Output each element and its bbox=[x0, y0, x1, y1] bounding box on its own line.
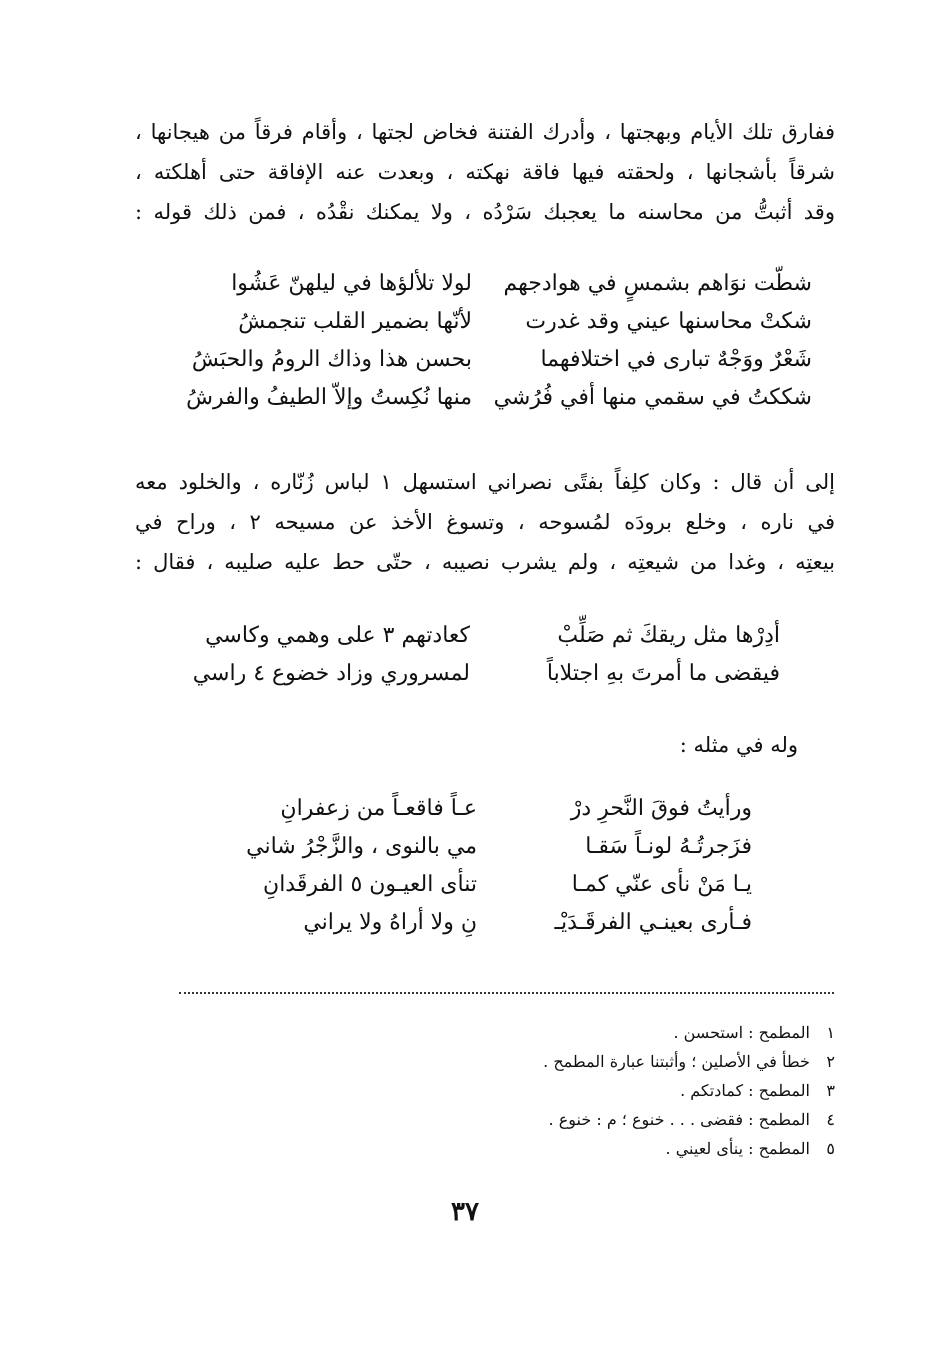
footnote-divider bbox=[179, 992, 834, 994]
verse-hemistich-second: لأنّها بضمير القلب تنجمشُ bbox=[238, 309, 472, 334]
footnote bbox=[275, 1047, 835, 1076]
poem-1 bbox=[152, 265, 812, 417]
paragraph-1 bbox=[135, 112, 835, 232]
footnote-text: المطمح : ينأى لعيني . bbox=[665, 1139, 810, 1158]
prose-line: بيعتِه ، وغدا من شيعتِه ، ولم يشرب نصيبه ، حتّى حط عليه صليبه ، فقال : bbox=[135, 550, 835, 574]
verse-hemistich-first: يـا مَنْ نأى عنّي كمـا bbox=[571, 872, 752, 897]
verse-hemistich-first: فـأرى بعينـي الفرقَـدَيْـ bbox=[554, 910, 752, 935]
verse-line bbox=[192, 904, 752, 942]
verse-line bbox=[192, 866, 752, 904]
prose-line: وقد أثبتُّ من محاسنه ما يعجبك سَرْدُه ، ولا يمكنك نقْدُه ، فمن ذلك قوله : bbox=[135, 200, 835, 224]
verse-line bbox=[152, 379, 812, 417]
verse-hemistich-second: لمسروري وزاد خضوع ٤ راسي bbox=[192, 661, 470, 686]
verse-line bbox=[180, 655, 780, 693]
verse-hemistich-second: لولا تلألؤها في ليلهنّ عَشُوا bbox=[231, 271, 472, 296]
verse-hemistich-first: ورأيتُ فوقَ النَّحرِ درْ bbox=[570, 796, 752, 821]
verse-hemistich-first: شطّت نوَاهم بشمسٍ في هوادجهم bbox=[503, 271, 812, 296]
verse-line bbox=[152, 341, 812, 379]
verse-line bbox=[152, 303, 812, 341]
verse-line bbox=[192, 828, 752, 866]
prose-line: في ناره ، وخلع برودَه لمُسوحه ، وتسوغ الأخذ عن مسيحه ٢ ، وراح في bbox=[135, 510, 835, 534]
poem-3 bbox=[192, 790, 752, 942]
verse-hemistich-first: أدِرْها مثل ريقكَ ثم صَلِّبْ bbox=[557, 623, 780, 648]
verse-hemistich-first: فيقضى ما أمرتَ بهِ اجتلاباً bbox=[546, 661, 780, 686]
poem-2 bbox=[180, 617, 780, 693]
footnote bbox=[275, 1076, 835, 1105]
footnote-number: ٣ bbox=[826, 1081, 835, 1100]
paragraph-2 bbox=[135, 462, 835, 582]
footnote-text: المطمح : فقضى . . . خنوع ؛ م : خنوع . bbox=[548, 1110, 810, 1129]
verse-hemistich-second: كعادتهم ٣ على وهمي وكاسي bbox=[205, 623, 470, 648]
verse-hemistich-second: نِ ولا أراهُ ولا يراني bbox=[303, 910, 477, 935]
footnote-number: ٢ bbox=[826, 1052, 835, 1071]
footnote-text: المطمح : استحسن . bbox=[673, 1023, 810, 1042]
footnote-number: ٤ bbox=[826, 1110, 835, 1129]
footnote bbox=[275, 1134, 835, 1163]
verse-hemistich-second: مي بالنوى ، والزَّجْرُ شاني bbox=[246, 834, 477, 859]
prose-line: ففارق تلك الأيام وبهجتها ، وأدرك الفتنة فخاض لجتها ، وأقام فرقاً من هيجانها ، bbox=[135, 120, 835, 144]
footnote bbox=[275, 1105, 835, 1134]
verse-hemistich-second: بحسن هذا وذاك الرومُ والحبَشُ bbox=[191, 347, 472, 372]
poem-3-intro: وله في مثله : bbox=[679, 733, 798, 757]
verse-hemistich-second: عـاً فاقعـاً من زعفرانِ bbox=[280, 796, 477, 821]
verse-hemistich-second: تنأى العيـون ٥ الفرقَدانِ bbox=[263, 872, 477, 897]
verse-hemistich-first: فزَجرتُـهُ لونـاً سَقـا bbox=[585, 834, 752, 859]
verse-hemistich-first: شَعْرٌ ووَجْهٌ تبارى في اختلافهما bbox=[540, 347, 812, 372]
verse-hemistich-first: شكتْ محاسنها عيني وقد غدرت bbox=[525, 309, 812, 334]
footnote-number: ٥ bbox=[826, 1139, 835, 1158]
footnote-text: المطمح : كمادتكم . bbox=[680, 1081, 810, 1100]
verse-hemistich-first: شككتُ في سقمي منها أفي فُرُشي bbox=[493, 385, 812, 410]
verse-hemistich-second: منها نُكِستُ وإلاّ الطيفُ والفرشُ bbox=[186, 385, 472, 410]
footnote-number: ١ bbox=[826, 1023, 835, 1042]
prose-line: شرقاً بأشجانها ، ولحقته فيها فاقة نهكته ، وبعدت عنه الإفاقة حتى أهلكته ، bbox=[135, 160, 835, 184]
verse-line bbox=[152, 265, 812, 303]
footnote bbox=[275, 1018, 835, 1047]
verse-line bbox=[192, 790, 752, 828]
page-number: ٣٧ bbox=[451, 1197, 479, 1227]
footnotes bbox=[275, 1018, 835, 1163]
footnote-text: خطأ في الأصلين ؛ وأثبتنا عبارة المطمح . bbox=[543, 1052, 810, 1071]
verse-line bbox=[180, 617, 780, 655]
prose-line: إلى أن قال : وكان كلِفاً بفتًى نصراني استسهل ١ لباس زُنّاره ، والخلود معه bbox=[135, 470, 835, 494]
